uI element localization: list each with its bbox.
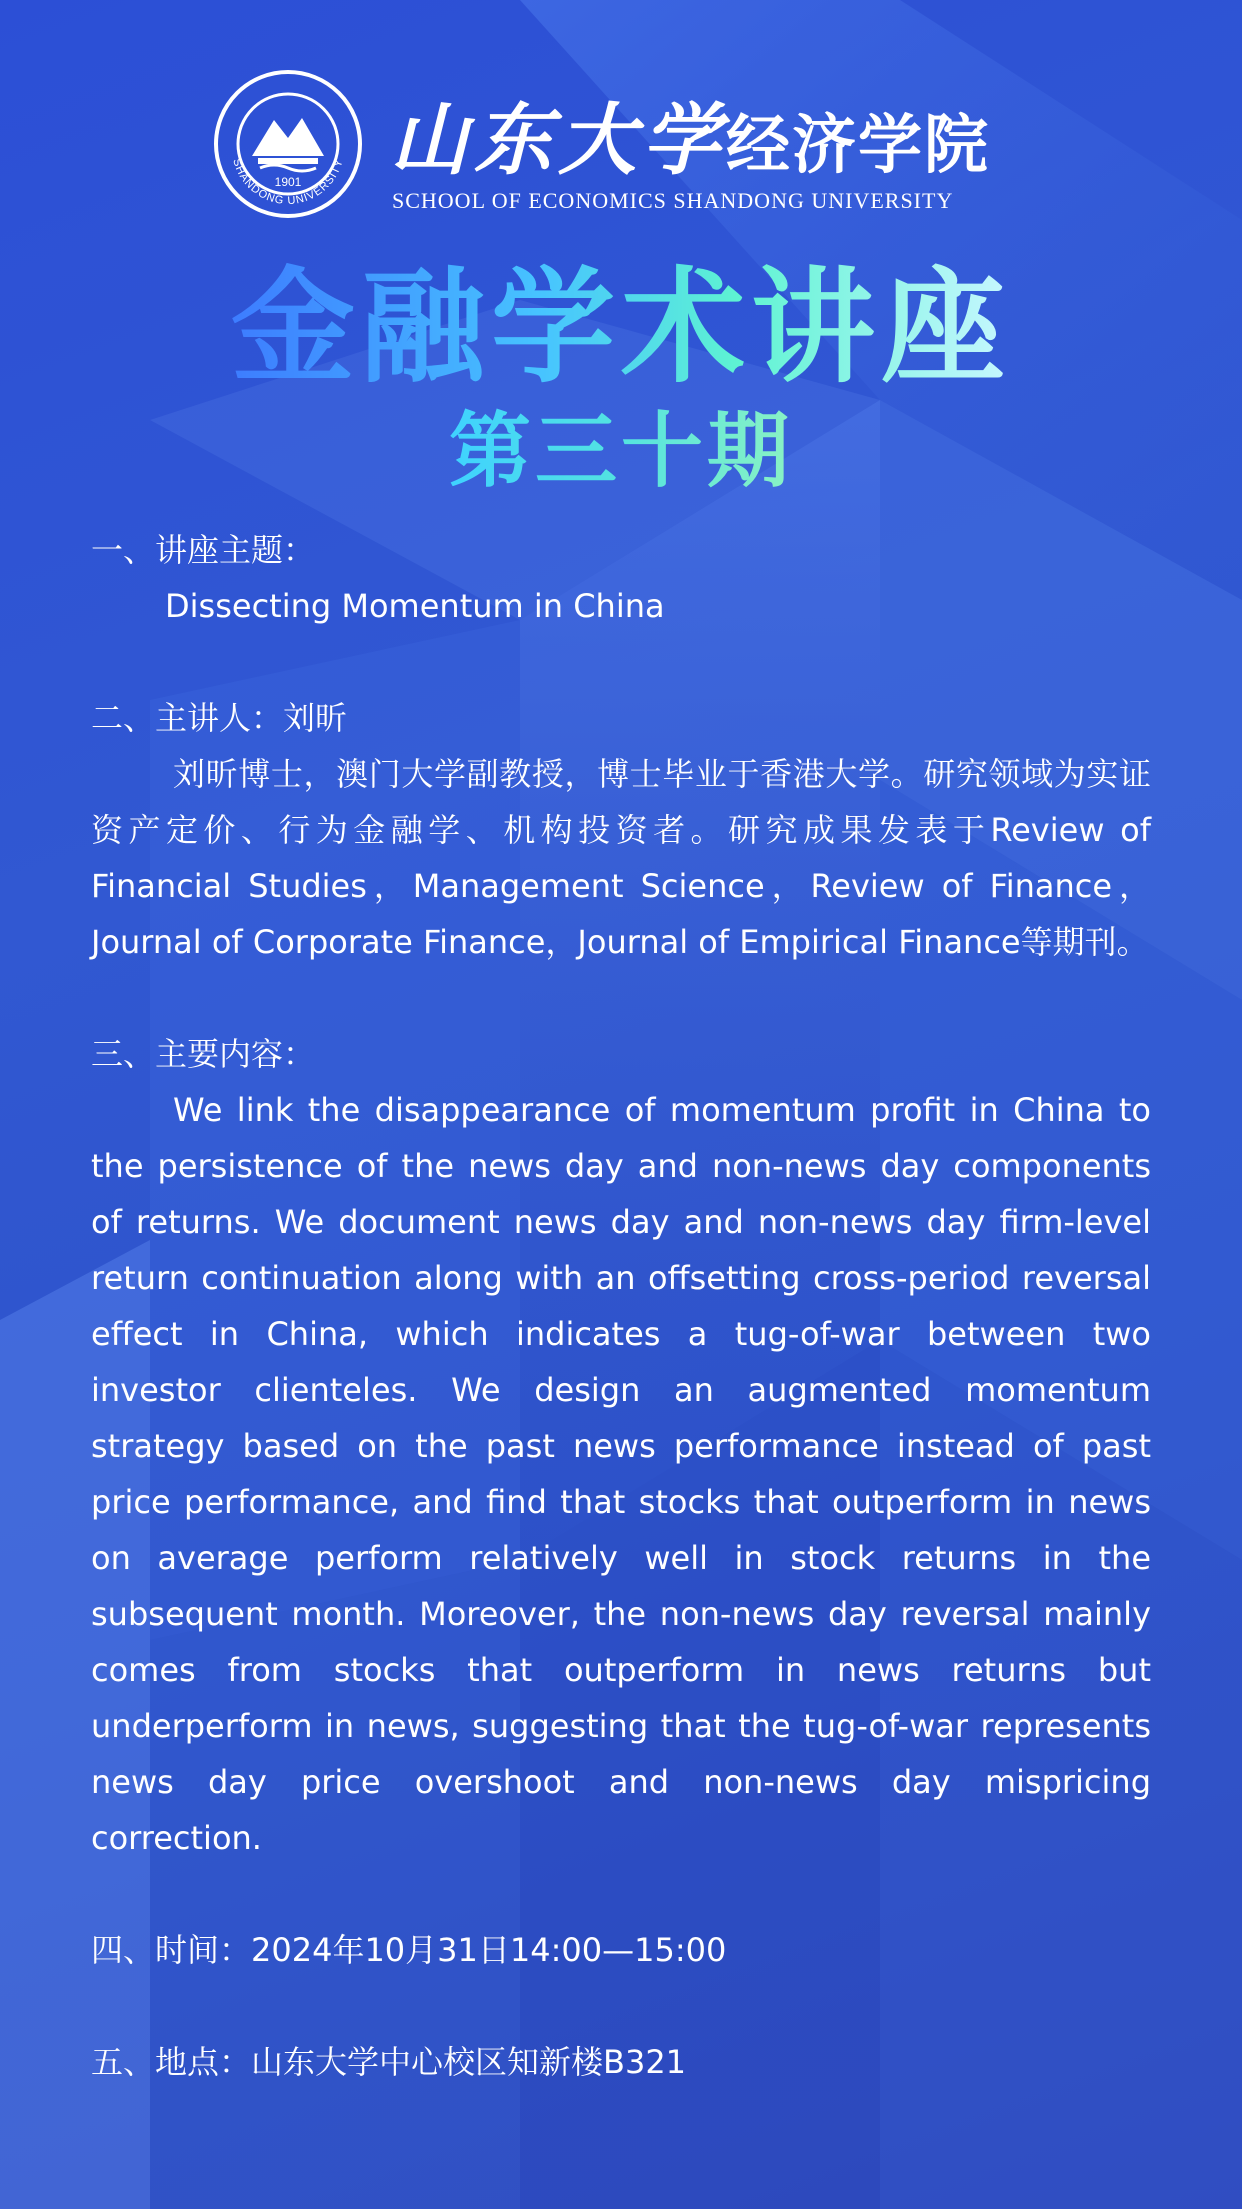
- speaker-label: 二、主讲人：刘昕: [91, 699, 348, 737]
- logo-ring-text: SHANDONG UNIVERSITY: [230, 157, 346, 208]
- school-name-cn: [390, 78, 990, 190]
- lecture-series-title: [0, 258, 1242, 398]
- issue-text: 第三十期: [448, 404, 793, 499]
- school-name-en: SCHOOL OF ECONOMICS SHANDONG UNIVERSITY: [392, 188, 954, 213]
- issue-number: [0, 402, 1242, 502]
- university-calligraphy: 山东大学: [390, 95, 727, 186]
- title-text: 金融学术讲座: [230, 256, 1011, 400]
- lecture-details: [91, 522, 1151, 2090]
- topic-label: 一、讲座主题：: [91, 531, 316, 569]
- place-line: 五、地点：山东大学中心校区知新楼B321: [91, 2043, 687, 2081]
- time-line: 四、时间：2024年10月31日14:00—15:00: [91, 1931, 727, 1969]
- topic-value: Dissecting Momentum in China: [165, 587, 665, 625]
- speaker-bio: 刘昕博士，澳门大学副教授，博士毕业于香港大学。研究领域为实证资产定价、行为金融学、机构投资者。研究成果发表于Review of Financial Studies，Management Science，Review of Finance，Journal of Corporate Finance，Journal of Empirical Finance等期刊。: [91, 755, 1151, 961]
- school-unit-name: 经济学院: [726, 108, 991, 183]
- university-seal-logo: [212, 68, 364, 220]
- content-label: 三、主要内容：: [91, 1035, 316, 1073]
- content-text: We link the disappearance of momentum profit in China to the persistence of the news day and non-news day components of returns. We document news day and non-news day firm-level return continuation along with an offsetting cross-period reversal effect in China, which indicates a tug-of-war between two investor clienteles. We design an augmented momentum strategy based on the past news performance instead of past price performance, and find that stocks that outperform in news on average perform relatively well in stock returns in the subsequent month. Moreover, the non-news day reversal mainly comes from stocks that outperform in news returns but underperform in news, suggesting that the tug-of-war represents news day price overshoot and non-news day mispricing correction.: [91, 1091, 1151, 1857]
- logo-year: 1901: [274, 175, 302, 189]
- school-header: [212, 64, 991, 224]
